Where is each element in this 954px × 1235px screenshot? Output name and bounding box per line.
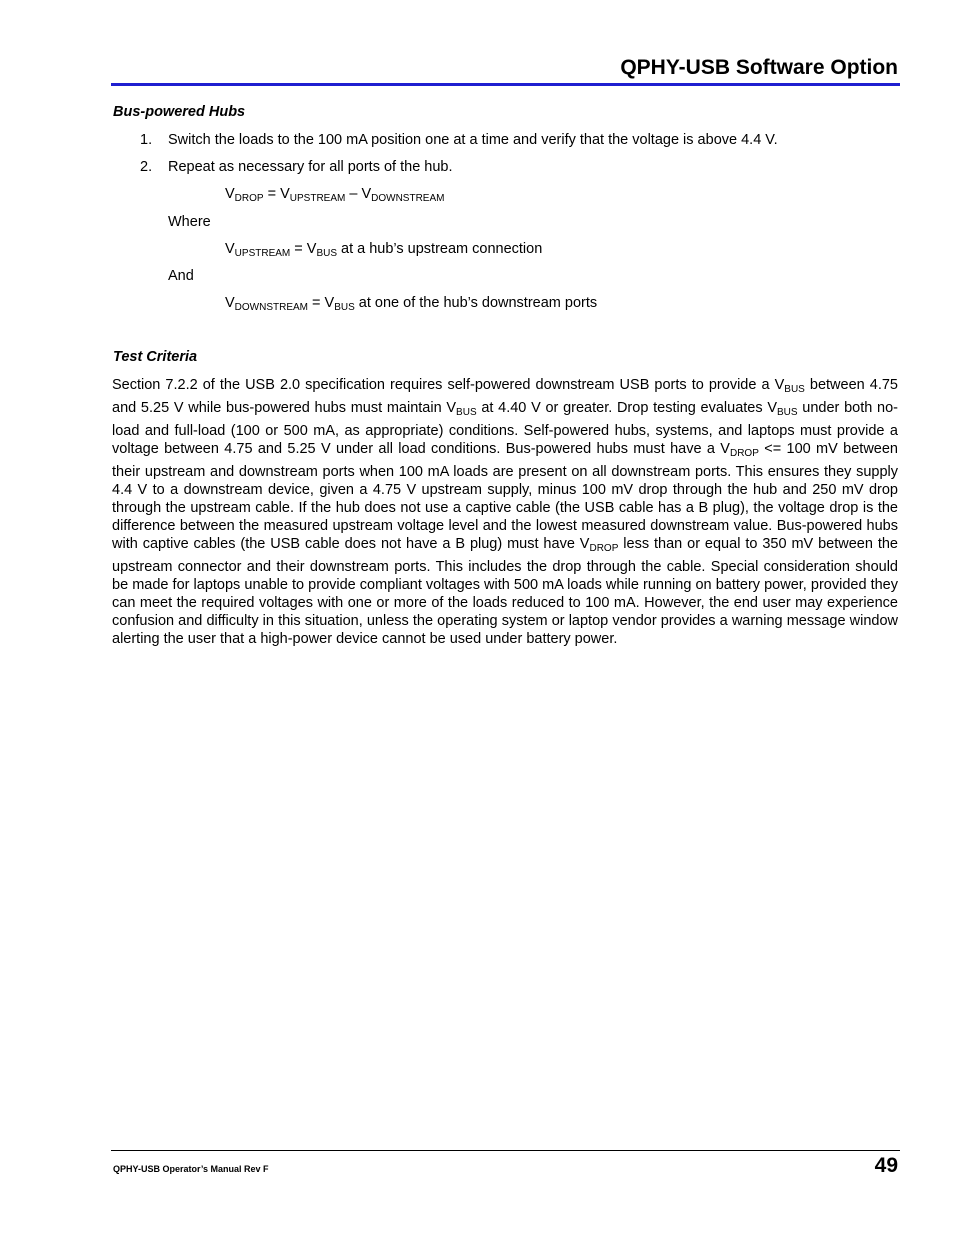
list-number: 1. (140, 132, 153, 148)
list-text: Switch the loads to the 100 mA position one at a time and verify that the voltage is above 4.4 V. (168, 132, 778, 148)
section-heading-test-criteria: Test Criteria (113, 349, 198, 365)
and-label: And (168, 268, 194, 284)
list-item (140, 132, 778, 148)
header-rule (111, 83, 900, 86)
footer-manual-title: QPHY-USB Operator’s Manual Rev F (113, 1164, 269, 1174)
page-header-title: QPHY-USB Software Option (620, 56, 898, 79)
page-number: 49 (874, 1154, 898, 1177)
section-heading-bus-powered-hubs: Bus-powered Hubs (113, 104, 246, 120)
equation-vdrop: $V_{DROP} = V_{UPSTREAM} - V_{DOWNSTREAM}$ (225, 186, 445, 204)
list-number: 2. (140, 159, 153, 175)
equation-vupstream: $V_{UPSTREAM} = V_{BUS}$ at a hub’s upstream connection (225, 241, 543, 259)
test-criteria-paragraph: Section 7.2.2 of the USB 2.0 specification requires self-powered downstream USB ports to provide a $V_{BUS}$ between 4.75 and 5.25 V while bus-powered hubs must maintain $V_{BUS}$ at 4.40 V or greater. Drop testing evaluates $V_{BUS}$ under both no-load and full-load (100 or 500 mA, as appropriate) conditions. Self-powered hubs, systems, and laptops must provide a voltage between 4.75 and 5.25 V under all load conditions. Bus-powered hubs must have a $V_{DROP} <= 100$ mV between their upstream and downstream ports when 100 mA loads are present on all downstream ports. This ensures they supply 4.4 V to a downstream device, given a 4.75 V upstream supply, minus 100 mV drop through the hub and 250 mV drop through the upstream cable. If the hub does not use a captive cable (the USB cable has a B plug), the voltage drop is the difference between the measured upstream voltage level and the lowest measured downstream value. Bus-powered hubs with captive cables (the USB cable does not have a B plug) must have $V_{DROP}$ less than or equal to 350 mV between the upstream connector and their downstream ports. This includes the drop through the cable. Special consideration should be made for laptops unable to provide compliant voltages with 500 mA loads while running on battery power, provided they can meet the required voltages with one or more of the loads reduced to 100 mA. However, the end user may experience confusion and difficulty in this situation, unless the operating system or laptop vendor provides a warning message window alerting the user that a high-power device cannot be used under battery power. (112, 377, 898, 647)
where-label: Where (168, 214, 211, 230)
equation-vdownstream: $V_{DOWNSTREAM} = V_{BUS}$ at one of the hub’s downstream ports (225, 295, 598, 313)
footer-rule (111, 1150, 900, 1151)
list-text: Repeat as necessary for all ports of the hub. (168, 159, 453, 175)
list-item (140, 159, 453, 175)
